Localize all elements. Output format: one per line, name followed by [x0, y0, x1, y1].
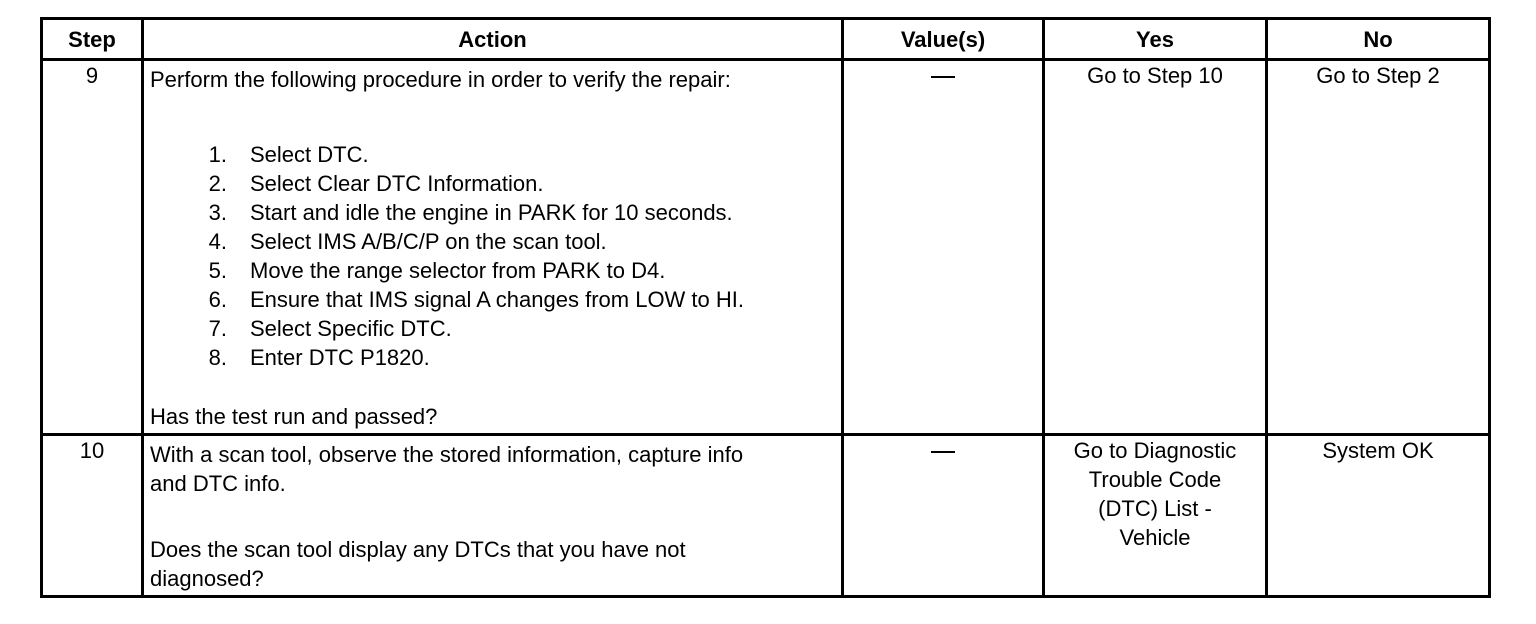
step-num: 3. [208, 200, 227, 225]
value-cell [843, 435, 1044, 597]
yes-line: Trouble Code [1088, 467, 1222, 492]
step-text: Select DTC. [250, 142, 369, 167]
action-cell [143, 435, 843, 597]
action-question-line: diagnosed? [150, 566, 264, 591]
step-num: 4. [208, 229, 227, 254]
yes-line: Vehicle [1119, 525, 1191, 550]
action-question [150, 535, 686, 593]
action-question: Has the test run and passed? [150, 404, 438, 429]
yes-line: (DTC) List - [1098, 496, 1212, 521]
dash-icon [931, 451, 955, 453]
dash-icon [931, 76, 955, 78]
action-intro-line: and DTC info. [150, 471, 286, 496]
yes-line: Go to Diagnostic [1073, 438, 1237, 463]
header-row [42, 19, 1490, 60]
action-intro: Perform the following procedure in order to verify the repair: [150, 67, 731, 92]
header-action: Action [143, 19, 843, 60]
no-cell: Go to Step 2 [1267, 60, 1490, 435]
procedure-step [150, 343, 835, 372]
action-cell [143, 60, 843, 435]
header-yes: Yes [1044, 19, 1267, 60]
table-row-step-10 [42, 435, 1490, 597]
procedure-step [150, 198, 835, 227]
procedure-step [150, 256, 835, 285]
step-number: 10 [42, 435, 143, 597]
step-num: 7. [208, 316, 227, 341]
step-number: 9 [42, 60, 143, 435]
procedure-step [150, 169, 835, 198]
procedure-step [150, 314, 835, 343]
step-text: Enter DTC P1820. [250, 345, 430, 370]
step-num: 5. [208, 258, 227, 283]
yes-cell: Go to Step 10 [1044, 60, 1267, 435]
action-intro [150, 440, 835, 498]
header-step: Step [42, 19, 143, 60]
step-num: 1. [208, 142, 227, 167]
step-text: Select Clear DTC Information. [250, 171, 544, 196]
procedure-step [150, 227, 835, 256]
action-question-line: Does the scan tool display any DTCs that you have not [150, 537, 686, 562]
procedure-list [150, 140, 835, 372]
step-text: Select IMS A/B/C/P on the scan tool. [250, 229, 607, 254]
step-text: Move the range selector from PARK to D4. [250, 258, 666, 283]
no-cell: System OK [1267, 435, 1490, 597]
table-row-step-9 [42, 60, 1490, 435]
header-no: No [1267, 19, 1490, 60]
step-text: Ensure that IMS signal A changes from LOW to HI. [250, 287, 745, 312]
diagnostic-table [40, 17, 1491, 598]
procedure-step [150, 285, 835, 314]
step-num: 6. [208, 287, 227, 312]
procedure-step [150, 140, 835, 169]
header-values: Value(s) [843, 19, 1044, 60]
step-text: Select Specific DTC. [250, 316, 452, 341]
step-num: 8. [208, 345, 227, 370]
step-num: 2. [208, 171, 227, 196]
step-text: Start and idle the engine in PARK for 10 seconds. [250, 200, 733, 225]
value-cell [843, 60, 1044, 435]
yes-cell [1044, 435, 1267, 597]
action-intro-line: With a scan tool, observe the stored information, capture info [150, 442, 744, 467]
